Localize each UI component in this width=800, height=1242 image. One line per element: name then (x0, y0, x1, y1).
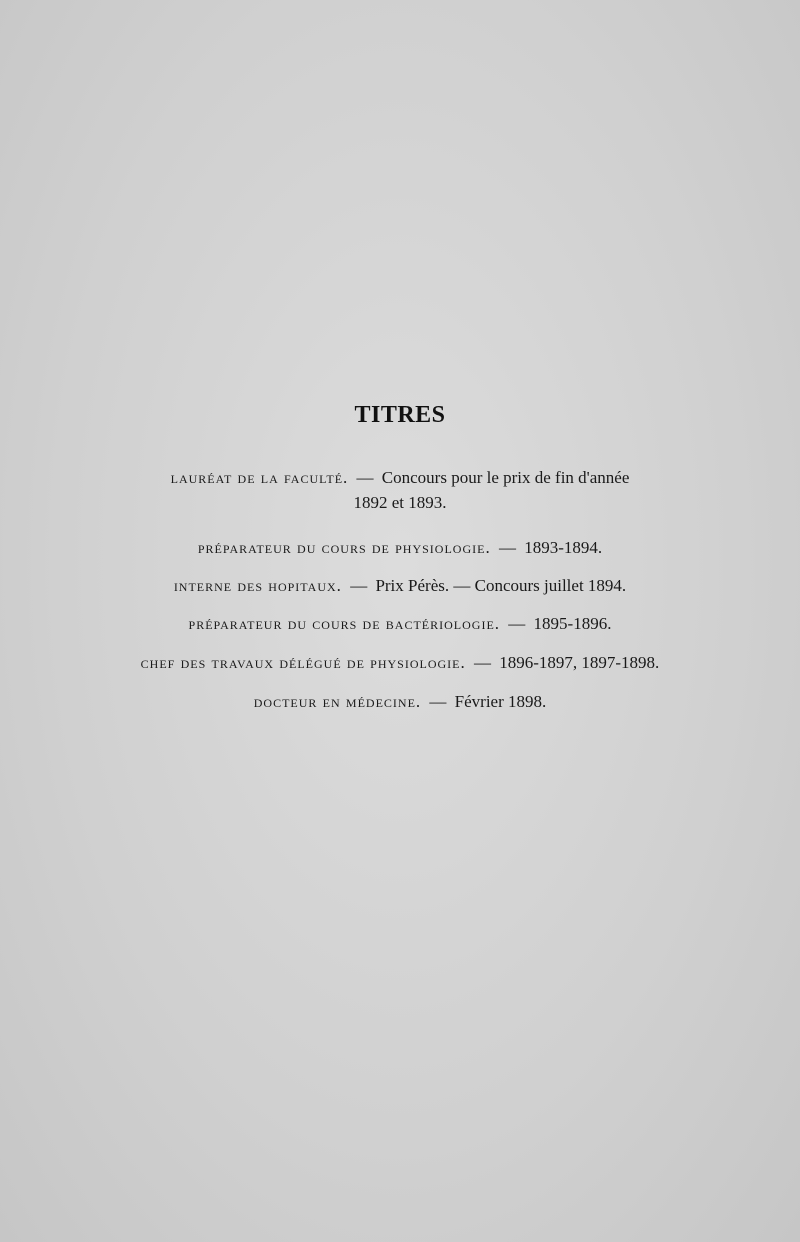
entry-separator: — (356, 468, 374, 487)
entry-text: 1892 et 1893. (353, 493, 447, 512)
entry-separator: — (498, 538, 516, 557)
entry-head: préparateur du cours de physiologie. (197, 538, 491, 557)
entry-laureat-continuation (0, 493, 800, 513)
entry-separator: — (508, 614, 526, 633)
entry-docteur (0, 692, 800, 712)
entry-interne (0, 576, 800, 596)
entry-preparateur-physiologie (0, 538, 800, 558)
entry-text: Février 1898. (454, 692, 547, 711)
entry-head: préparateur du cours de bactériologie. (188, 614, 501, 633)
entry-laureat (0, 468, 800, 488)
entry-head: lauréat de la faculté. (170, 468, 349, 487)
entry-head: interne des hopitaux. (173, 576, 342, 595)
entry-separator: — (429, 692, 447, 711)
entry-text: 1896-1897, 1897-1898. (499, 653, 660, 672)
entry-separator: — (350, 576, 368, 595)
entry-text: 1895-1896. (533, 614, 612, 633)
page-title: TITRES (354, 402, 446, 428)
entry-chef-travaux (0, 653, 800, 673)
entry-text: 1893-1894. (524, 538, 603, 557)
entry-separator: — (473, 653, 491, 672)
entry-text: Prix Pérès. — Concours juillet 1894. (375, 576, 627, 595)
entry-preparateur-bacteriologie (0, 614, 800, 634)
entry-text: Concours pour le prix de fin d'année (381, 468, 630, 487)
entry-head: chef des travaux délégué de physiologie. (140, 653, 466, 672)
entry-head: docteur en médecine. (253, 692, 422, 711)
